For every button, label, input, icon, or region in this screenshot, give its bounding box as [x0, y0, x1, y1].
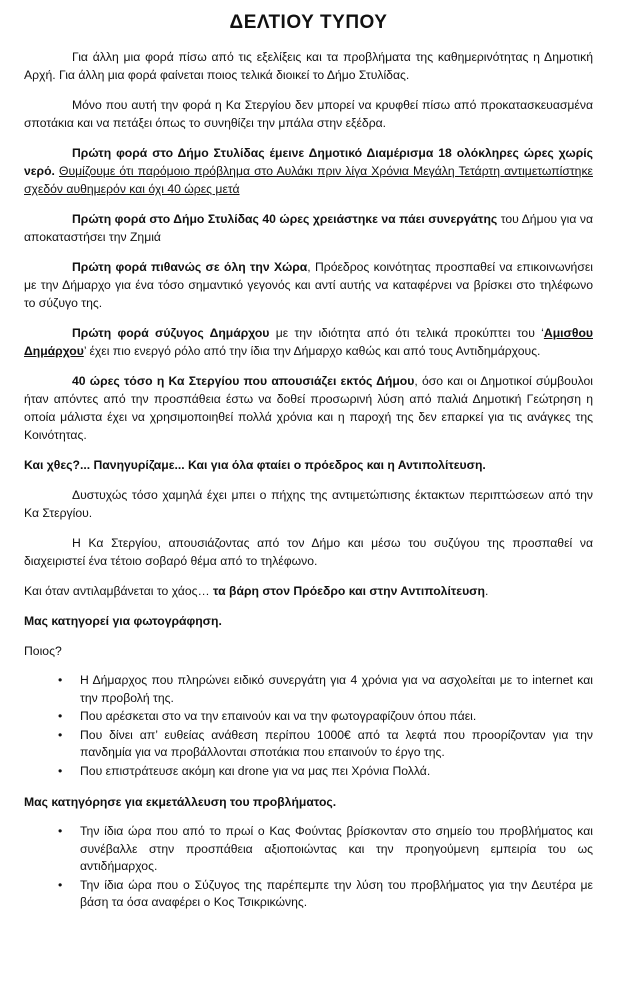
paragraph-6-text: ’ έχει πιο ενεργό ρόλο από την ίδια την Δήμαρχο καθώς και από τους Αντιδημάρχους. [83, 344, 541, 358]
bullet-icon: • [58, 727, 63, 742]
paragraph-5 [24, 258, 593, 312]
paragraph-7-text: , όσο και οι Δημοτικοί σύμβουλοι ήταν απόντες από την προσπάθεια έστω να δοθεί προσωρινή λύση από παλιά Δημοτική Γεώτρηση η οποία μάλιστα έχει να χρησιμοποιηθεί πολλά χρόνια και η παροχή της δεν επαρκεί για τις ανάγκες της Κοινότητας. [24, 374, 594, 442]
who-question: Ποιος? [24, 644, 62, 658]
heading-exploit: Μας κατηγόρησε για εκμετάλλευση του προβλήματος. [24, 795, 337, 809]
list-item: • Την ίδια ώρα που από το πρωί ο Κας Φούντας βρίσκονταν στο σημείο του προβλήματος και συνέβαλλε στην προσπάθεια αξιοποιώντας και την προηγούμενη εμπειρία του ως αντιδήμαρχος. [58, 824, 593, 873]
bullet-icon: • [58, 877, 63, 892]
paragraph-8-bold: Και χθες?... Πανηγυρίζαμε... Και για όλα φταίει ο πρόεδρος και η Αντιπολίτευση. [24, 458, 486, 472]
bullet-icon: • [58, 824, 63, 838]
paragraph-6-mid: με την ιδιότητα από ότι τελικά προκύπτει του ‘ [269, 326, 544, 340]
paragraph-11-bold: τα βάρη στον Πρόεδρο και στην Αντιπολίτευση [213, 584, 485, 598]
paragraph-3-underline: Θυμίζουμε ότι παρόμοιο πρόβλημα στο Αυλάκι πριν λίγα Χρόνια Μεγάλη Τετάρτη αντιμετωπίστηκε σχεδόν αυθημερόν και όχι 40 ώρες μετά [24, 164, 593, 196]
paragraph-6-bold: Πρώτη φορά σύζυγος Δημάρχου [72, 326, 270, 340]
paragraph-9: Δυστυχώς τόσο χαμηλά έχει μπει ο πήχης της αντιμετώπισης έκτακτων περιπτώσεων από την Κα Στεργίου. [24, 488, 593, 520]
heading-photo: Μας κατηγορεί για φωτογράφηση. [24, 614, 222, 628]
list-item: • Που αρέσκεται στο να την επαινούν και να την φωτογραφίζουν όπου πάει. [80, 708, 593, 726]
paragraph-7 [24, 372, 593, 444]
paragraph-11: Και όταν αντιλαμβάνεται το χάος… τα βάρη στον Πρόεδρο και στην Αντιπολίτευση. [24, 584, 489, 598]
document-title: ΔΕΛΤΙΟΥ ΤΥΠΟΥ [229, 12, 388, 33]
bullet-icon: • [58, 763, 63, 778]
paragraph-3-bold: Πρώτη φορά στο Δήμο Στυλίδας έμεινε Δημοτικό Διαμέρισμα 18 ολόκληρες ώρες χωρίς νερό [24, 146, 593, 178]
exploit-list [24, 823, 593, 912]
paragraph-11-text: Και όταν αντιλαμβάνεται το χάος… [24, 584, 214, 598]
list-item: • Την ίδια ώρα που ο Σύζυγος της παρέπεμπε την λύση του προβλήματος για την Δευτέρα με βάση τα όσα αναφέρει ο Κος Τσικρικώνης. [58, 877, 593, 909]
photo-list [24, 672, 593, 780]
list-item: • Που δίνει απ’ ευθείας ανάθεση περίπου 1000€ από τα λεφτά που προορίζονταν για την πανδημία για να προβάλλονται σποτάκια που επαινούν το έργο της. [58, 727, 593, 759]
paragraph-4-bold: Πρώτη φορά στο Δήμο Στυλίδας 40 ώρες χρειάστηκε να πάει συνεργάτης [72, 212, 498, 226]
paragraph-1: Για άλλη μια φορά πίσω από τις εξελίξεις και τα προβλήματα της καθημερινότητας η Δημοτική Αρχή. Για άλλη μια φορά φαίνεται ποιος τελικά διοικεί το Δήμο Στυλίδας. [24, 50, 593, 82]
paragraph-6-underbold: Αμισθου Δημάρχου [24, 326, 593, 358]
paragraph-3: Πρώτη φορά στο Δήμο Στυλίδας έμεινε Δημοτικό Διαμέρισμα 18 ολόκληρες ώρες χωρίς νερό. Θυμίζουμε ότι παρόμοιο πρόβλημα στο Αυλάκι πριν λίγα Χρόνια Μεγάλη Τετάρτη αντιμετωπίστηκε σχεδόν αυθημερόν και όχι 40 ώρες μετά [24, 146, 593, 196]
bullet-icon: • [58, 673, 63, 687]
paragraph-4 [24, 210, 593, 246]
paragraph-5-text: , Πρόεδρος κοινότητας προσπαθεί να επικοινωνήσει με την Δήμαρχο για ένα τόσο σημαντικό γεγονός και αντί αυτής να καταφέρνει να βρίσκει στο τηλέφωνο το σύζυγο της. [24, 260, 593, 310]
paragraph-2: Μόνο που αυτή την φορά η Κα Στεργίου δεν μπορεί να κρυφθεί πίσω από προκατασκευασμένα σποτάκια και να πετάξει όπως το συνηθίζει την μπάλα στην εξέδρα. [24, 98, 593, 130]
paragraph-4-text: του Δήμου για να αποκαταστήσει την Ζημιά [24, 212, 594, 244]
bullet-icon: • [58, 709, 63, 723]
list-item: • Η Δήμαρχος που πληρώνει ειδικό συνεργάτη για 4 χρόνια για να ασχολείται με το internet και την προβολή της. [58, 673, 593, 705]
paragraph-8 [24, 456, 593, 474]
paragraph-10: Η Κα Στεργίου, απουσιάζοντας από τον Δήμο και μέσω του συζύγου της προσπαθεί να διαχειριστεί ένα τέτοιο σοβαρό θέμα από το τηλέφωνο. [24, 536, 593, 568]
paragraph-6 [24, 324, 593, 360]
paragraph-5-bold: Πρώτη φορά πιθανώς σε όλη την Χώρα [72, 260, 308, 274]
paragraph-7-bold: 40 ώρες τόσο η Κα Στεργίου που απουσιάζει εκτός Δήμου [72, 374, 415, 388]
list-item: • Που επιστράτευσε ακόμη και drone για να μας πει Χρόνια Πολλά. [80, 763, 593, 781]
